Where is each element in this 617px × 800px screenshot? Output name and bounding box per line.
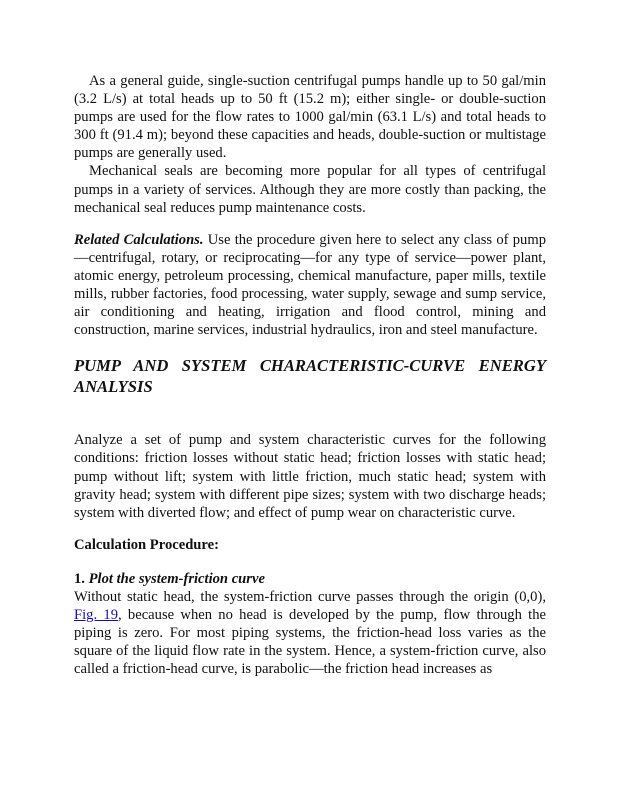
step-1-title: Plot the system-friction curve bbox=[88, 570, 265, 587]
step-1-text-after: , because when no head is developed by the pump, flow through the piping is zero. For most piping systems, the friction-head loss varies as the square of the liquid flow rate in the system. Hence, a system-friction curve, also called a friction-head curve, is parabolic—the friction head increases as bbox=[74, 607, 546, 678]
section-heading: PUMP AND SYSTEM CHARACTERISTIC-CURVE ENERGY ANALYSIS bbox=[74, 356, 546, 396]
paragraph-related-calculations bbox=[74, 231, 546, 340]
related-calculations-text: Use the procedure given here to select any class of pump—centrifugal, rotary, or reciprocating—for any type of service—power plant, atomic energy, petroleum processing, chemical manufacture, paper mills, textile mills, rubber factories, food processing, water supply, sewage and sump service, air conditioning and heating, irrigation and flood control, mining and construction, marine services, industrial hydraulics, iron and steel manufacture. bbox=[74, 231, 546, 339]
paragraph-pump-guide: As a general guide, single-suction centrifugal pumps handle up to 50 gal/min (3.2 L/s) at total heads up to 50 ft (15.2 m); either single- or double-suction pumps are used for the flow rates to 1000 gal/min (63.1 L/s) and total heads to 300 ft (91.4 m); beyond these capacities and heads, double-suction or multistage pumps are generally used. bbox=[74, 73, 546, 162]
calculation-procedure-label: Calculation Procedure: bbox=[74, 536, 219, 553]
step-1-text-before: Without static head, the system-friction curve passes through the origin (0,0), bbox=[74, 588, 546, 605]
paragraph-mechanical-seals: Mechanical seals are becoming more popular for all types of centrifugal pumps in a variety of services. Although they are more costly than packing, the mechanical seal reduces pump maintenance costs. bbox=[74, 163, 546, 216]
step-1-number: 1. bbox=[74, 570, 85, 587]
step-1-body bbox=[74, 588, 546, 678]
step-1-heading bbox=[74, 570, 546, 588]
section-intro: Analyze a set of pump and system characteristic curves for the following conditions: friction losses without static head; friction losses with static head; pump without lift; system with little friction, much static head; system with gravity head; system with different pipe sizes; system with two discharge heads; system with diverted flow; and effect of pump wear on characteristic curve. bbox=[74, 432, 546, 521]
page-content bbox=[74, 72, 546, 678]
related-calculations-label: Related Calculations. bbox=[74, 231, 204, 248]
figure-19-link[interactable]: Fig. 19 bbox=[74, 607, 118, 624]
